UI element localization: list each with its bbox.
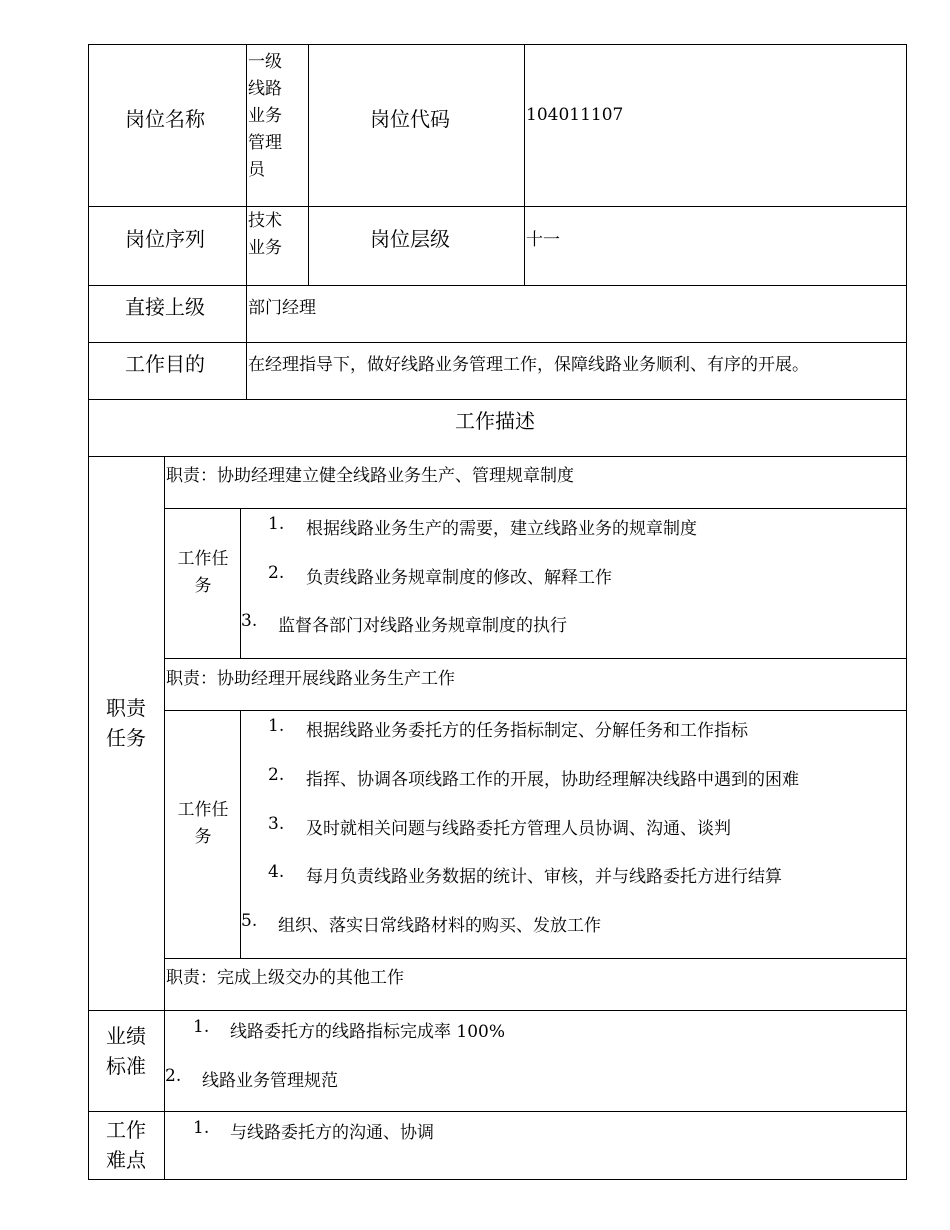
position-series-label: 岗位序列	[125, 227, 205, 251]
task-text: 指挥、协调各项线路工作的开展，协助经理解决线路中遇到的困难	[306, 770, 799, 790]
task-text: 根据线路业务委托方的任务指标制定、分解任务和工作指标	[306, 721, 748, 741]
position-series-line: 技术	[248, 211, 282, 231]
position-code-value: 104011107	[526, 105, 624, 125]
task-number: 3.	[241, 611, 258, 631]
duty-title: 职责：完成上级交办的其他工作	[166, 968, 404, 988]
task-number: 2.	[268, 563, 285, 583]
position-name-line: 业务	[248, 106, 282, 126]
difficulty-label-line: 工作	[106, 1118, 146, 1142]
performance-text: 线路业务管理规范	[202, 1071, 338, 1091]
supervisor-value: 部门经理	[248, 298, 316, 318]
task-number: 3.	[268, 814, 285, 834]
task-number: 1.	[268, 716, 285, 736]
performance-number: 2.	[165, 1066, 182, 1086]
row-divider	[88, 206, 907, 207]
duties-label-line: 职责	[106, 696, 146, 720]
row-divider	[164, 710, 907, 711]
supervisor-label: 直接上级	[125, 295, 205, 319]
position-code-label: 岗位代码	[370, 107, 450, 131]
difficulty-text: 与线路委托方的沟通、协调	[230, 1123, 434, 1143]
position-name-line: 一级	[248, 52, 282, 72]
duties-label-line: 任务	[106, 726, 146, 750]
task-number: 4.	[268, 862, 285, 882]
position-series-value	[248, 208, 288, 262]
performance-number: 1.	[193, 1017, 210, 1037]
task-number: 1.	[268, 514, 285, 534]
position-name-line: 管理	[248, 133, 282, 153]
position-name-line: 线路	[248, 79, 282, 99]
position-name-line: 员	[248, 160, 265, 180]
difficulty-label-line: 难点	[106, 1148, 146, 1172]
row-divider	[88, 399, 907, 400]
row-divider	[88, 1111, 907, 1112]
position-name-label: 岗位名称	[125, 107, 205, 131]
performance-label-line: 业绩	[106, 1024, 146, 1048]
duties-label	[88, 693, 164, 753]
col-divider	[308, 44, 309, 286]
row-divider	[88, 342, 907, 343]
purpose-label: 工作目的	[125, 352, 205, 376]
position-level-value: 十一	[526, 230, 560, 250]
row-divider	[164, 958, 907, 959]
col-divider	[524, 44, 525, 286]
task-number: 5.	[241, 911, 258, 931]
row-divider	[164, 658, 907, 659]
task-text: 组织、落实日常线路材料的购买、发放工作	[278, 916, 601, 936]
task-label: 工作任务	[177, 549, 229, 596]
task-text: 根据线路业务生产的需要，建立线路业务的规章制度	[306, 519, 697, 539]
row-divider	[88, 285, 907, 286]
task-text: 负责线路业务规章制度的修改、解释工作	[306, 568, 612, 588]
col-divider	[240, 508, 241, 659]
description-title: 工作描述	[455, 409, 535, 433]
row-divider	[164, 508, 907, 509]
col-divider	[246, 44, 247, 400]
row-divider	[88, 1010, 907, 1011]
performance-text: 线路委托方的线路指标完成率 100%	[230, 1022, 506, 1042]
task-text: 监督各部门对线路业务规章制度的执行	[278, 616, 567, 636]
duty-title: 职责：协助经理开展线路业务生产工作	[166, 669, 455, 689]
position-name-value	[248, 49, 288, 184]
difficulty-number: 1.	[193, 1118, 210, 1138]
performance-label	[88, 1021, 164, 1081]
row-divider	[88, 456, 907, 457]
task-label: 工作任务	[177, 800, 229, 847]
performance-label-line: 标准	[106, 1054, 146, 1078]
duty-title: 职责：协助经理建立健全线路业务生产、管理规章制度	[166, 466, 574, 486]
task-text: 及时就相关问题与线路委托方管理人员协调、沟通、谈判	[306, 819, 731, 839]
task-text: 每月负责线路业务数据的统计、审核，并与线路委托方进行结算	[306, 867, 782, 887]
purpose-value: 在经理指导下，做好线路业务管理工作，保障线路业务顺利、有序的开展。	[248, 355, 809, 375]
position-series-line: 业务	[248, 238, 282, 258]
task-number: 2.	[268, 765, 285, 785]
difficulty-label	[88, 1115, 164, 1175]
position-level-label: 岗位层级	[370, 227, 450, 251]
